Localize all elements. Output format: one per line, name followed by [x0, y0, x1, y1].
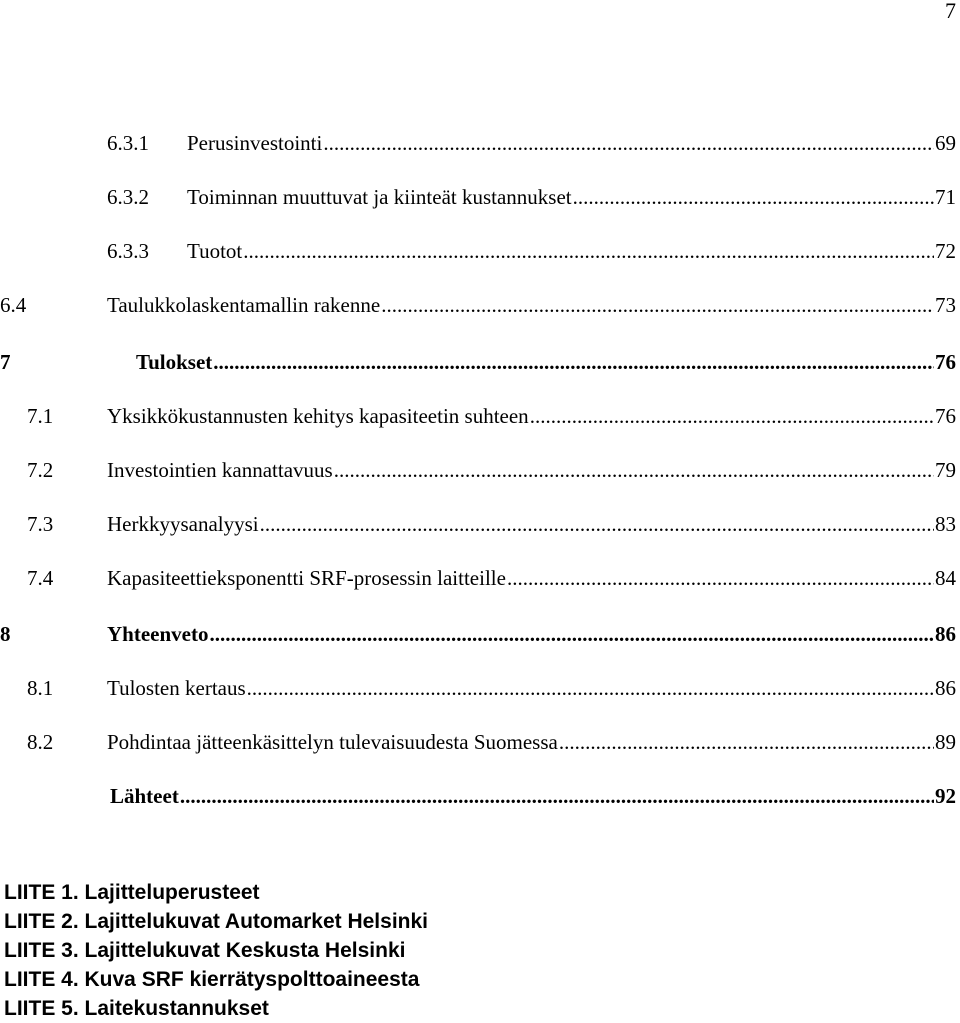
dot-leader	[381, 290, 934, 320]
appendix-item[interactable]: LIITE 2. Lajittelukuvat Automarket Helsinki	[4, 910, 428, 933]
toc-entry-number: 7.1	[27, 404, 54, 428]
toc-entry-title: Herkkyysanalyysi	[107, 512, 259, 536]
toc-entry-title: Kapasiteettieksponentti SRF-prosessin laitteille	[107, 566, 506, 590]
toc-entry-page: 71	[935, 185, 956, 209]
toc-entry-page: 86	[935, 676, 956, 700]
toc-entry-page: 72	[935, 239, 956, 263]
toc-entry-7[interactable]	[0, 347, 956, 377]
toc-entry-number: 8	[0, 622, 11, 646]
dot-leader	[530, 401, 934, 431]
dot-leader	[209, 619, 934, 649]
toc-entry-title: Investointien kannattavuus	[107, 458, 333, 482]
toc-entry-6-4[interactable]	[0, 290, 956, 320]
dot-leader	[559, 727, 934, 757]
toc-entry-page: 92	[935, 784, 956, 808]
toc-entry-number: 7.4	[27, 566, 54, 590]
toc-entry-title: Lähteet	[110, 784, 179, 808]
toc-entry-number: 8.2	[27, 730, 54, 754]
dot-leader	[213, 347, 934, 377]
toc-entry-number: 7.2	[27, 458, 54, 482]
dot-leader	[573, 182, 934, 212]
dot-leader	[243, 236, 934, 266]
toc-entry-lahteet[interactable]	[110, 781, 956, 811]
toc-entry-number: 8.1	[27, 676, 54, 700]
toc-entry-number: 6.4	[0, 293, 27, 317]
toc-entry-page: 89	[935, 730, 956, 754]
toc-entry-title: Taulukkolaskentamallin rakenne	[107, 293, 381, 317]
toc-entry-title: Tuotot	[187, 239, 243, 263]
dot-leader	[323, 128, 934, 158]
appendix-list	[4, 878, 428, 1023]
toc-entry-title: Toiminnan muuttuvat ja kiinteät kustannukset	[187, 185, 572, 209]
toc-entry-page: 73	[935, 293, 956, 317]
toc-entry-number: 7	[0, 350, 11, 374]
toc-entry-page: 76	[935, 404, 956, 428]
toc-entry-title: Tulosten kertaus	[107, 676, 246, 700]
toc-entry-7-2[interactable]	[27, 455, 956, 485]
toc-entry-number: 6.3.2	[107, 185, 149, 209]
toc-entry-number: 6.3.1	[107, 131, 149, 155]
toc-entry-7-1[interactable]	[27, 401, 956, 431]
dot-leader	[334, 455, 934, 485]
dot-leader	[260, 509, 934, 539]
appendix-item[interactable]: LIITE 1. Lajitteluperusteet	[4, 881, 260, 904]
toc-entry-number: 7.3	[27, 512, 54, 536]
dot-leader	[247, 673, 934, 703]
toc-entry-page: 83	[935, 512, 956, 536]
toc-entry-number: 6.3.3	[107, 239, 149, 263]
toc-entry-8[interactable]	[0, 619, 956, 649]
toc-entry-6-3-3[interactable]	[107, 236, 956, 266]
toc-entry-page: 86	[935, 622, 956, 646]
toc-entry-page: 79	[935, 458, 956, 482]
dot-leader	[180, 781, 934, 811]
toc-entry-7-4[interactable]	[27, 563, 956, 593]
toc-entry-6-3-1[interactable]	[107, 128, 956, 158]
toc-entry-title: Perusinvestointi	[187, 131, 323, 155]
toc-entry-title: Yksikkökustannusten kehitys kapasiteetin suhteen	[107, 404, 529, 428]
toc-entry-title: Yhteenveto	[107, 622, 209, 646]
appendix-item[interactable]: LIITE 3. Lajittelukuvat Keskusta Helsinki	[4, 939, 406, 962]
dot-leader	[507, 563, 934, 593]
appendix-item[interactable]: LIITE 5. Laitekustannukset	[4, 997, 269, 1020]
toc-entry-page: 76	[935, 350, 956, 374]
toc-entry-page: 69	[935, 131, 956, 155]
appendix-item[interactable]: LIITE 4. Kuva SRF kierrätyspolttoaineesta	[4, 968, 420, 991]
toc-entry-8-1[interactable]	[27, 673, 956, 703]
toc-entry-page: 84	[935, 566, 956, 590]
toc-entry-7-3[interactable]	[27, 509, 956, 539]
toc-entry-title: Tulokset	[136, 350, 213, 374]
page-number: 7	[945, 0, 956, 23]
toc-entry-6-3-2[interactable]	[107, 182, 956, 212]
toc-entry-8-2[interactable]	[27, 727, 956, 757]
toc-entry-title: Pohdintaa jätteenkäsittelyn tulevaisuudesta Suomessa	[107, 730, 558, 754]
